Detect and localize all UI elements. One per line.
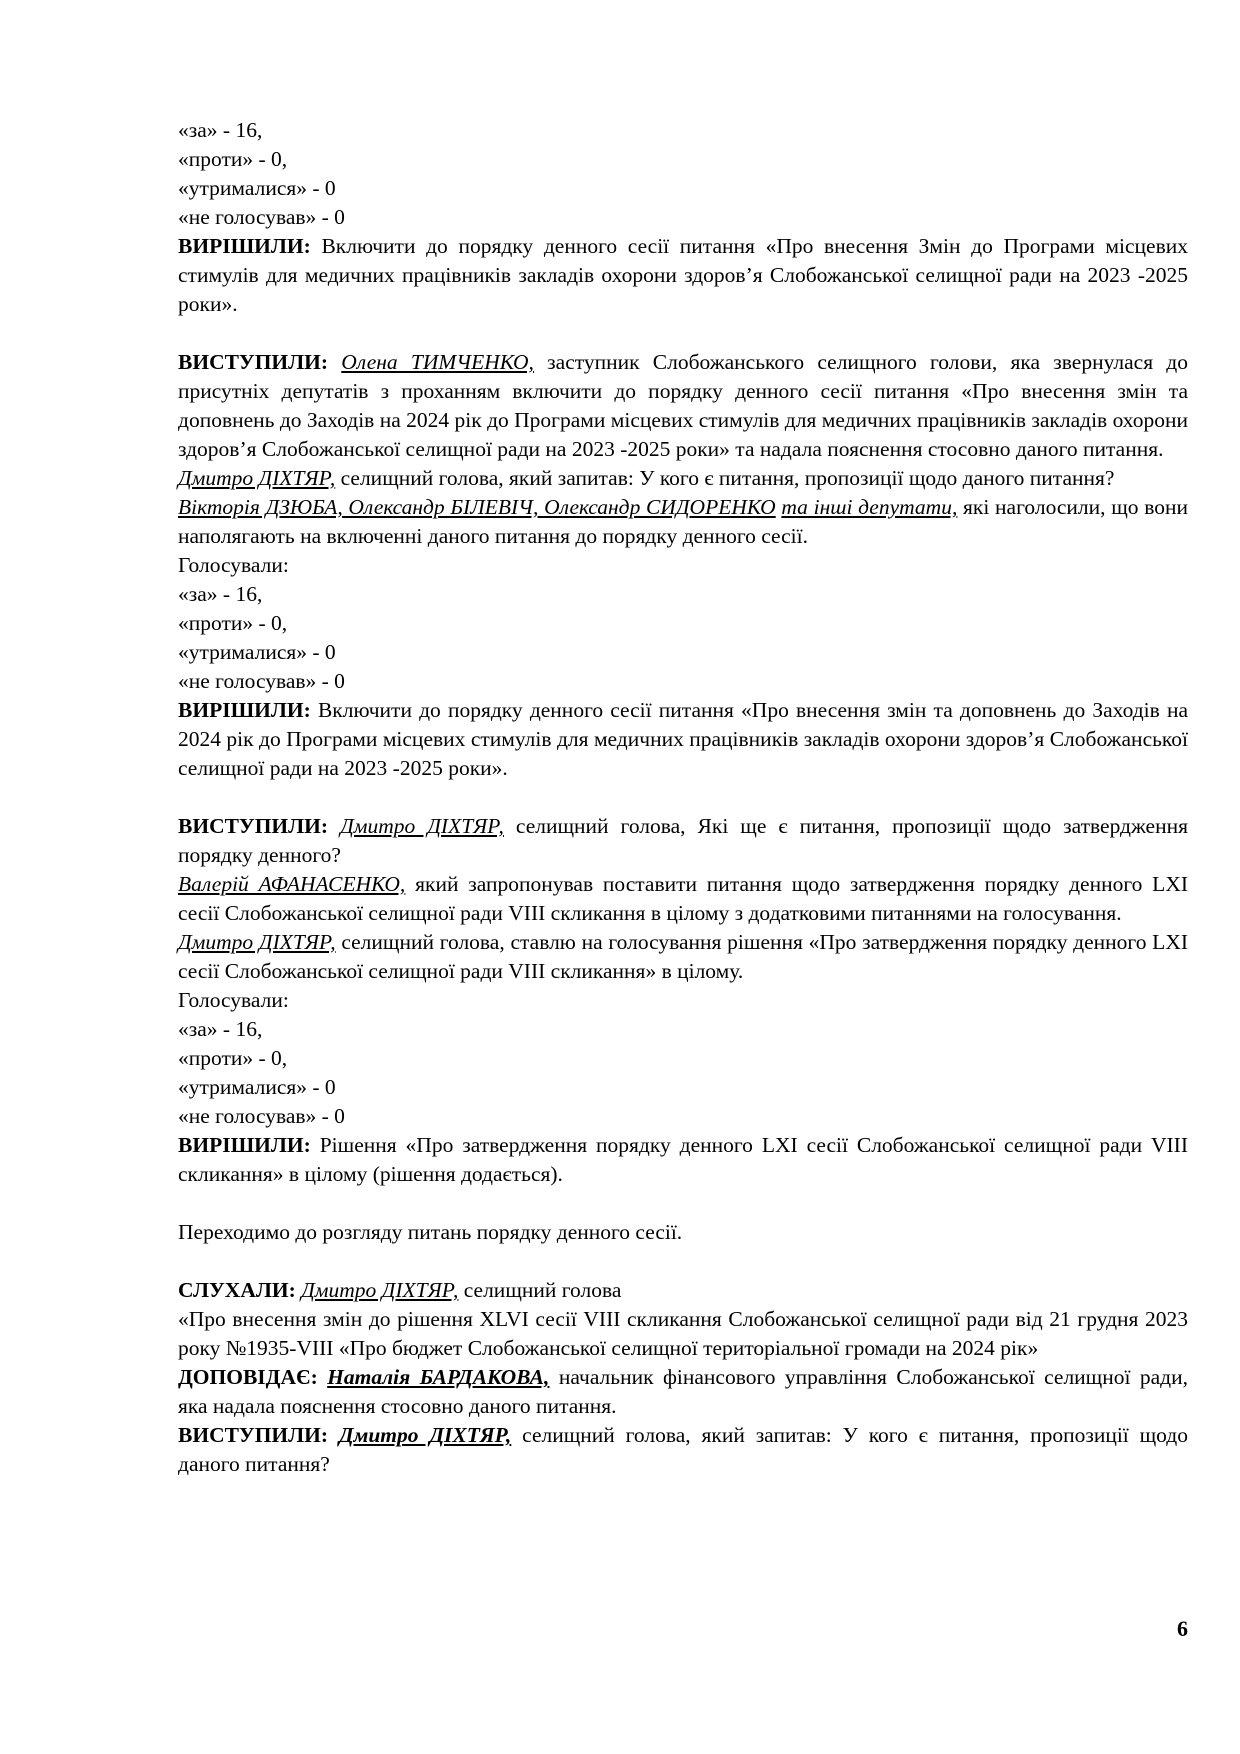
chair-vote-call-paragraph [178, 928, 1188, 986]
deputies-paragraph [178, 493, 1188, 551]
agenda-topic: «Про внесення змін до рішення XLVI сесії VIII скликання Слобожанської селищної ради від 21 грудня 2023 року №1935-VIII «Про бюджет Слобожанської селищної територіальної громади на 2024 рік» [178, 1307, 1188, 1360]
heard-paragraph [178, 1276, 1188, 1305]
decision-label: ВИРІШИЛИ: [178, 234, 311, 258]
paragraph-gap [178, 319, 1188, 348]
vote-not-voted: «не голосував» - 0 [178, 669, 345, 693]
report-label: ДОПОВІДАЄ: [178, 1365, 318, 1389]
speech-text: селищний голова, ставлю на голосування рішення «Про затвердження порядку денного LXІ сесії Слобожанської селищної ради VIII скликання» в цілому. [178, 930, 1189, 983]
speaker-name: Дмитро ДІХТЯР, [340, 814, 504, 838]
speech-paragraph [178, 348, 1188, 464]
voted-label: Голосували: [178, 553, 289, 577]
decision-text: Включити до порядку денного сесії питання «Про внесення Змін до Програми місцевих стимулів для медичних працівників закладів охорони здоров’я Слобожанської селищної ради на 2023 -2025 роки». [178, 234, 1188, 316]
speaker-role: селищний голова [458, 1278, 622, 1302]
paragraph-gap [178, 1189, 1188, 1218]
decision-text: Рішення «Про затвердження порядку денного LXІ сесії Слобожанської селищної ради VIII скликання» в цілому (рішення додається). [178, 1133, 1188, 1186]
decision-paragraph [178, 1131, 1188, 1189]
vote-abstained: «утрималися» - 0 [178, 640, 336, 664]
voted-label: Голосували: [178, 988, 289, 1012]
proposal-paragraph [178, 870, 1188, 928]
speech-text: селищний голова, який запитав: У кого є питання, пропозиції щодо даного питання? [335, 466, 1115, 490]
decision-label: ВИРІШИЛИ: [178, 1133, 311, 1157]
other-deputies: та інші депутати, [781, 495, 958, 519]
speech-text: який запропонував поставити питання щодо затвердження порядку денного LXІ сесії Слобожанської селищної ради VIII скликання в цілому з додатковими питаннями на голосування. [178, 872, 1189, 925]
speech-text: які наголосили, що вони наполягають на включенні даного питання до порядку денного сесії. [178, 495, 1188, 548]
vote-against: «проти» - 0, [178, 611, 288, 635]
chair-question-paragraph [178, 464, 1188, 493]
vote-for: «за» - 16, [178, 1017, 263, 1041]
paragraph-gap [178, 1247, 1188, 1276]
report-paragraph [178, 1363, 1188, 1421]
vote-for: «за» - 16, [178, 118, 263, 142]
speaker-name: Олена ТИМЧЕНКО, [341, 350, 534, 374]
vote-for: «за» - 16, [178, 582, 263, 606]
speaker-name: Дмитро ДІХТЯР, [178, 930, 336, 954]
deputies-names: Вікторія ДЗЮБА, Олександр БІЛЕВІЧ, Олександр СИДОРЕНКО [178, 495, 776, 519]
page-number: 6 [1177, 1616, 1188, 1641]
vote-not-voted: «не голосував» - 0 [178, 1104, 345, 1128]
vote-abstained: «утрималися» - 0 [178, 1075, 336, 1099]
speech-text: селищний голова, який запитав: У кого є питання, пропозиції щодо даного питання? [178, 1423, 1188, 1476]
transition-sentence: Переходимо до розгляду питань порядку денного сесії. [178, 1220, 683, 1244]
report-text: начальник фінансового управління Слобожанської селищної ради, яка надала пояснення стосовно даного питання. [178, 1365, 1188, 1418]
speech-label: ВИСТУПИЛИ: [178, 1423, 329, 1447]
vote-abstained: «утрималися» - 0 [178, 176, 336, 200]
decision-paragraph [178, 232, 1188, 319]
vote-against: «проти» - 0, [178, 147, 288, 171]
vote-against: «проти» - 0, [178, 1046, 288, 1070]
vote-not-voted: «не голосував» - 0 [178, 205, 345, 229]
decision-label: ВИРІШИЛИ: [178, 698, 311, 722]
decision-paragraph [178, 696, 1188, 783]
heard-label: СЛУХАЛИ: [178, 1278, 296, 1302]
speech-label: ВИСТУПИЛИ: [178, 814, 329, 838]
speech-text: заступник Слобожанського селищного голови, яка звернулася до присутніх депутатів з проханням включити до порядку денного сесії питання «Про внесення змін та доповнень до Заходів на 2024 рік до Програми місцевих стимулів для медичних працівників закладів охорони здоров’я Слобожанської селищної ради на 2023 -2025 роки» та надала пояснення стосовно даного питання. [178, 350, 1188, 461]
speech-text: селищний голова, Які ще є питання, пропозиції щодо затвердження порядку денного? [178, 814, 1188, 867]
speech-label: ВИСТУПИЛИ: [178, 350, 329, 374]
speaker-name: Дмитро ДІХТЯР, [301, 1278, 459, 1302]
speech-paragraph [178, 1421, 1188, 1479]
paragraph-gap [178, 783, 1188, 812]
document-body [178, 116, 1188, 1479]
speech-paragraph [178, 812, 1188, 870]
speaker-name: Валерій АФАНАСЕНКО, [178, 872, 406, 896]
decision-text: Включити до порядку денного сесії питання «Про внесення змін та доповнень до Заходів на 2024 рік до Програми місцевих стимулів для медичних працівників закладів охорони здоров’я Слобожанської селищної ради на 2023 -2025 роки». [178, 698, 1188, 780]
speaker-name: Дмитро ДІХТЯР, [338, 1423, 512, 1447]
speaker-name: Дмитро ДІХТЯР, [178, 466, 336, 490]
speaker-name: Наталія БАРДАКОВА, [327, 1365, 550, 1389]
